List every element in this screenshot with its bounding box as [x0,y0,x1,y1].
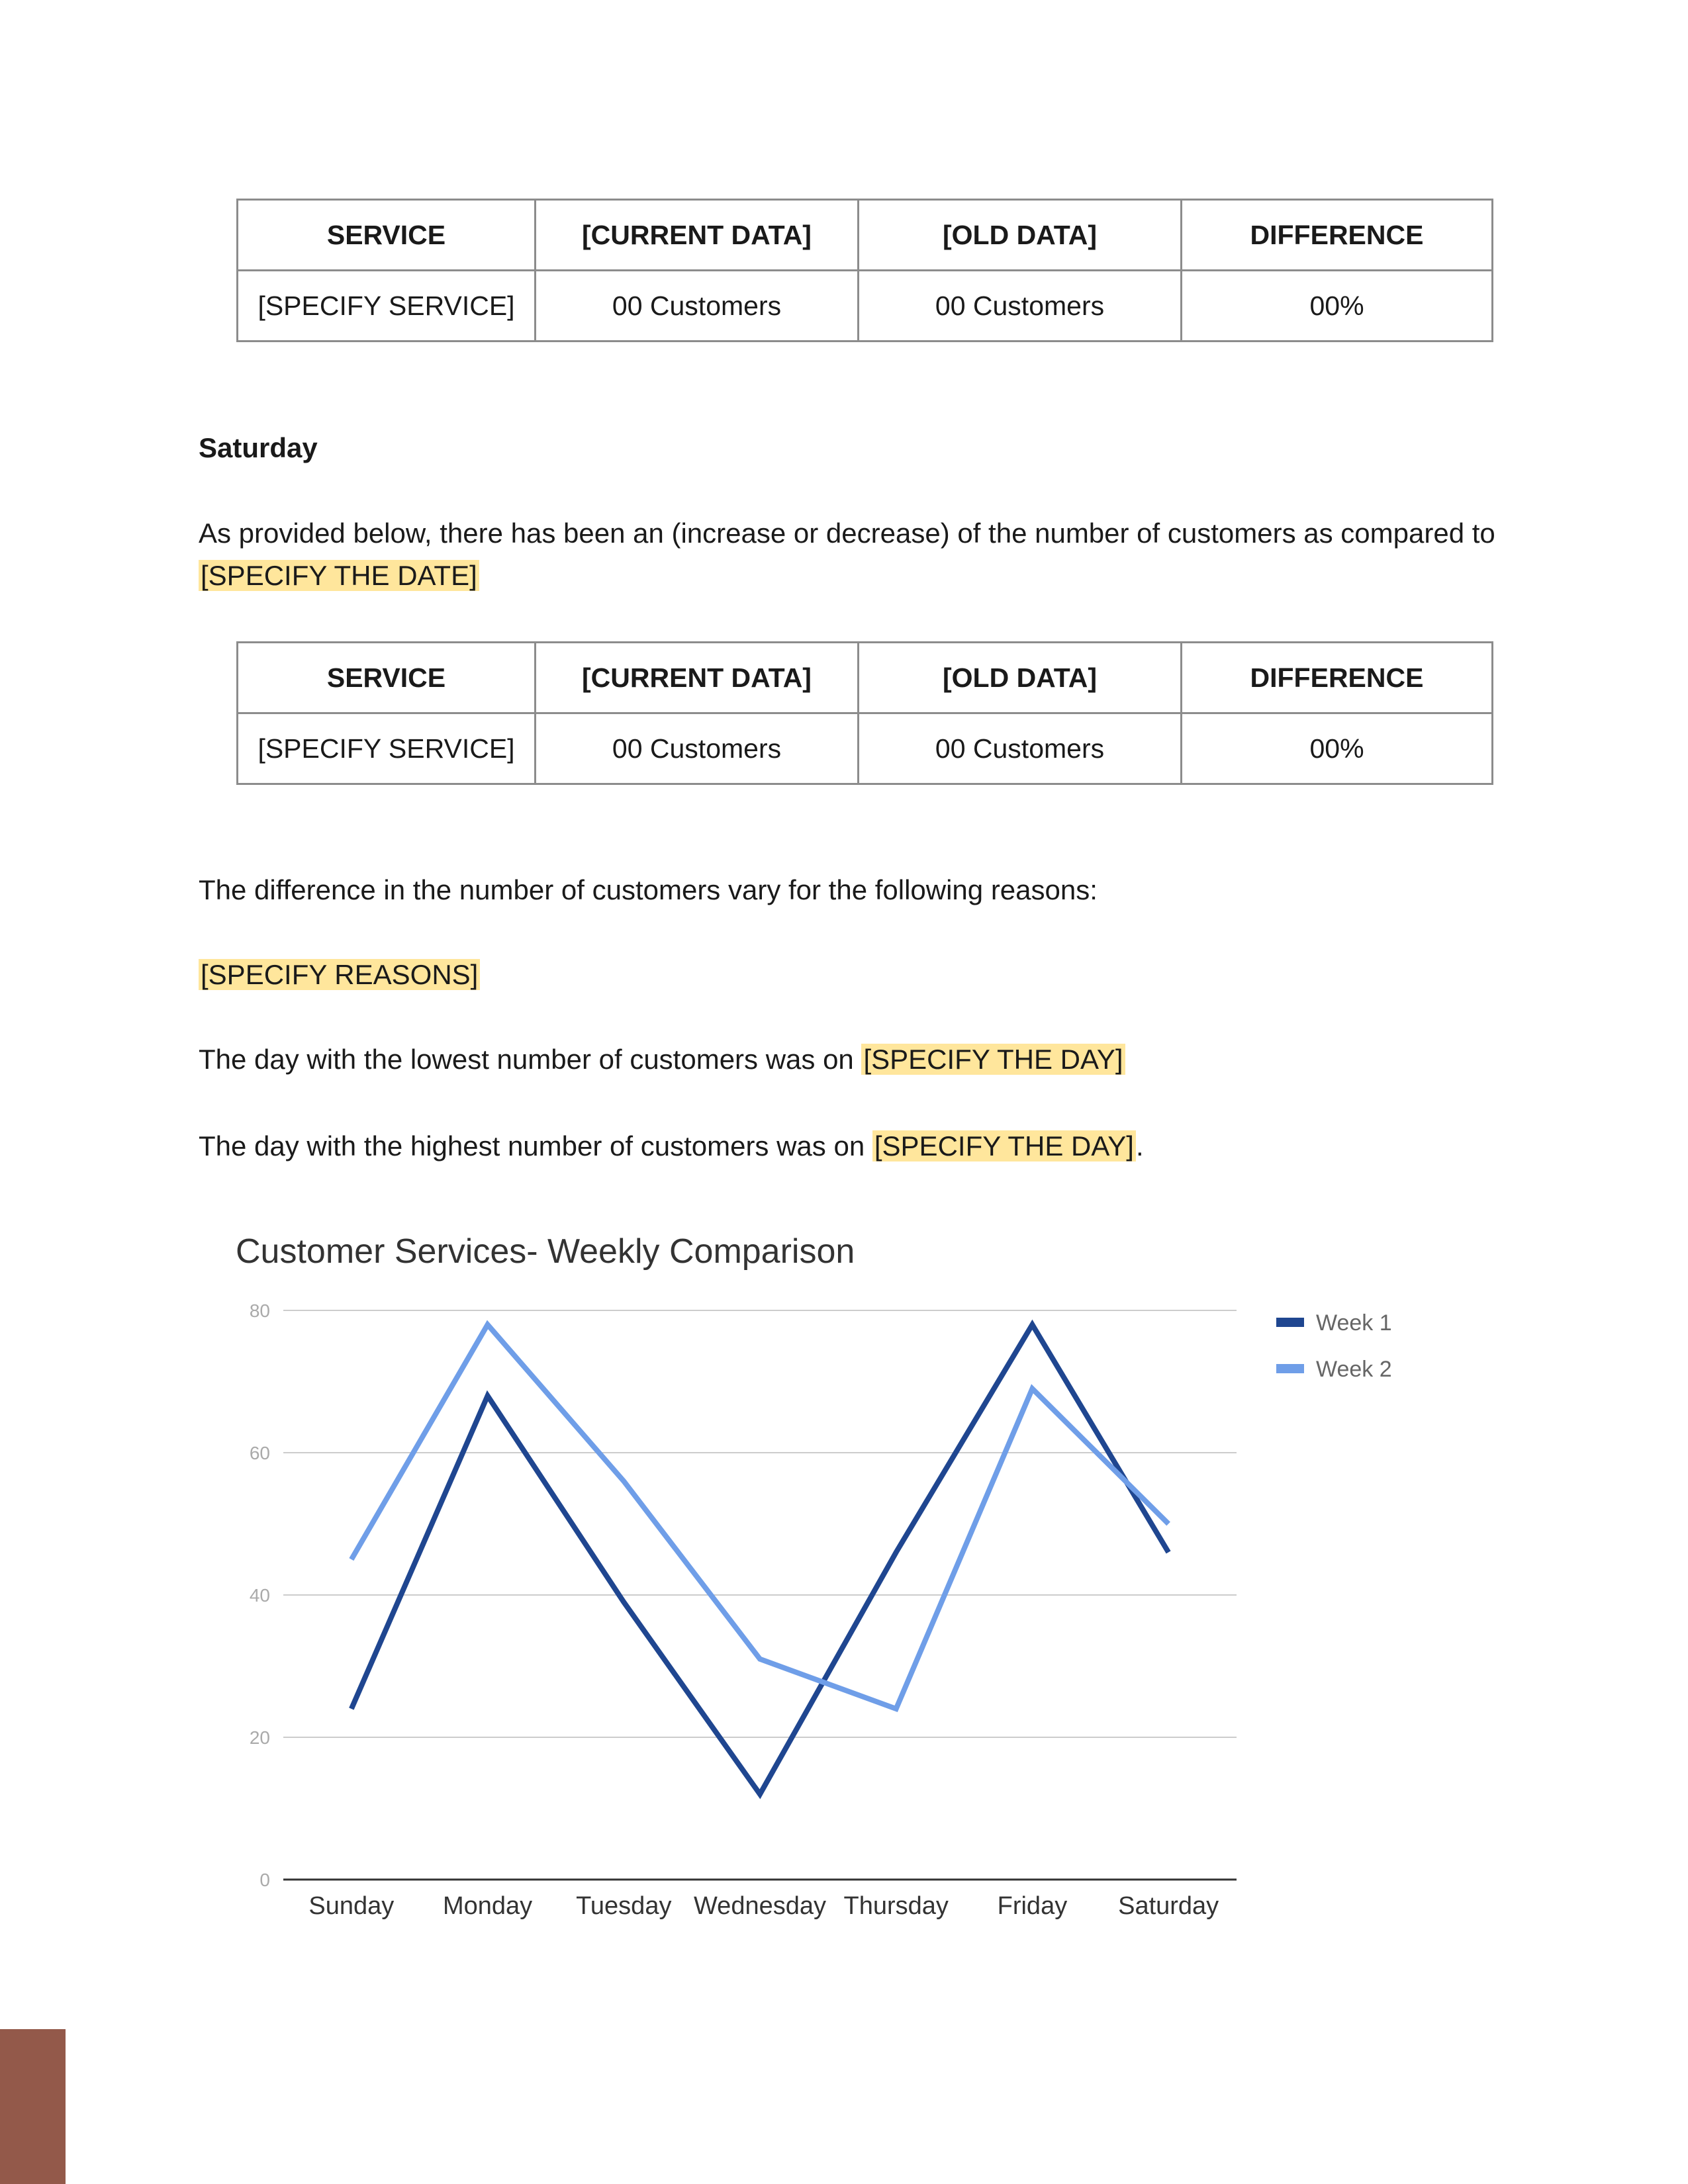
highest-day-line [199,1125,1144,1167]
table-row [238,271,1493,341]
x-tick-label: Wednesday [694,1892,826,1920]
header-difference: DIFFERENCE [1182,200,1493,271]
cell-old-data: 00 Customers [859,713,1182,784]
cell-current-data: 00 Customers [536,271,859,341]
weekly-comparison-chart [225,1224,1483,1966]
x-tick-label: Monday [442,1892,533,1920]
comparison-table-1 [236,199,1493,342]
saturday-intro-text: As provided below, there has been an (increase or decrease) of the number of customers as compared to [199,518,1495,549]
cell-old-data: 00 Customers [859,271,1182,341]
footer-accent-bar [0,2029,66,2184]
header-current-data: [CURRENT DATA] [536,200,859,271]
y-tick-label: 20 [249,1727,270,1748]
header-current-data: [CURRENT DATA] [536,643,859,713]
header-old-data: [OLD DATA] [859,643,1182,713]
reasons-intro-text: The difference in the number of customers vary for the following reasons: [199,874,1098,905]
series-line-week-2 [352,1325,1168,1709]
cell-service: [SPECIFY SERVICE] [238,713,536,784]
table-header-row [238,200,1493,271]
header-difference: DIFFERENCE [1182,643,1493,713]
table-row [238,713,1493,784]
lowest-day-placeholder: [SPECIFY THE DAY] [861,1044,1125,1075]
header-service: SERVICE [238,200,536,271]
reasons-placeholder: [SPECIFY REASONS] [199,959,480,990]
lowest-day-text: The day with the lowest number of customers was on [199,1044,854,1075]
highest-day-placeholder: [SPECIFY THE DAY] [872,1130,1136,1161]
highest-day-text: The day with the highest number of customers was on [199,1130,865,1161]
cell-difference: 00% [1182,271,1493,341]
cell-current-data: 00 Customers [536,713,859,784]
header-service: SERVICE [238,643,536,713]
y-tick-label: 80 [249,1300,270,1321]
section-heading-saturday: Saturday [199,432,318,463]
cell-service: [SPECIFY SERVICE] [238,271,536,341]
y-tick-label: 0 [259,1870,270,1890]
date-placeholder: [SPECIFY THE DATE] [199,560,479,591]
x-tick-label: Tuesday [576,1892,672,1920]
chart-title: Customer Services- Weekly Comparison [236,1232,855,1271]
x-tick-label: Sunday [308,1892,395,1920]
x-tick-label: Friday [997,1892,1068,1920]
table-header-row [238,643,1493,713]
x-tick-label: Thursday [843,1892,949,1920]
highest-day-suffix: . [1135,1130,1144,1161]
legend-label: Week 1 [1316,1310,1392,1336]
legend-label: Week 2 [1316,1357,1392,1382]
legend-swatch [1276,1318,1304,1327]
legend-swatch [1276,1364,1304,1373]
series-line-week-1 [352,1325,1168,1795]
cell-difference: 00% [1182,713,1493,784]
reasons-line [199,954,480,996]
saturday-intro-date-line [199,555,479,597]
x-tick-label: Saturday [1118,1892,1219,1920]
comparison-table-2 [236,641,1493,785]
header-old-data: [OLD DATA] [859,200,1182,271]
y-tick-label: 40 [249,1585,270,1606]
y-tick-label: 60 [249,1443,270,1463]
lowest-day-line [199,1038,1125,1081]
